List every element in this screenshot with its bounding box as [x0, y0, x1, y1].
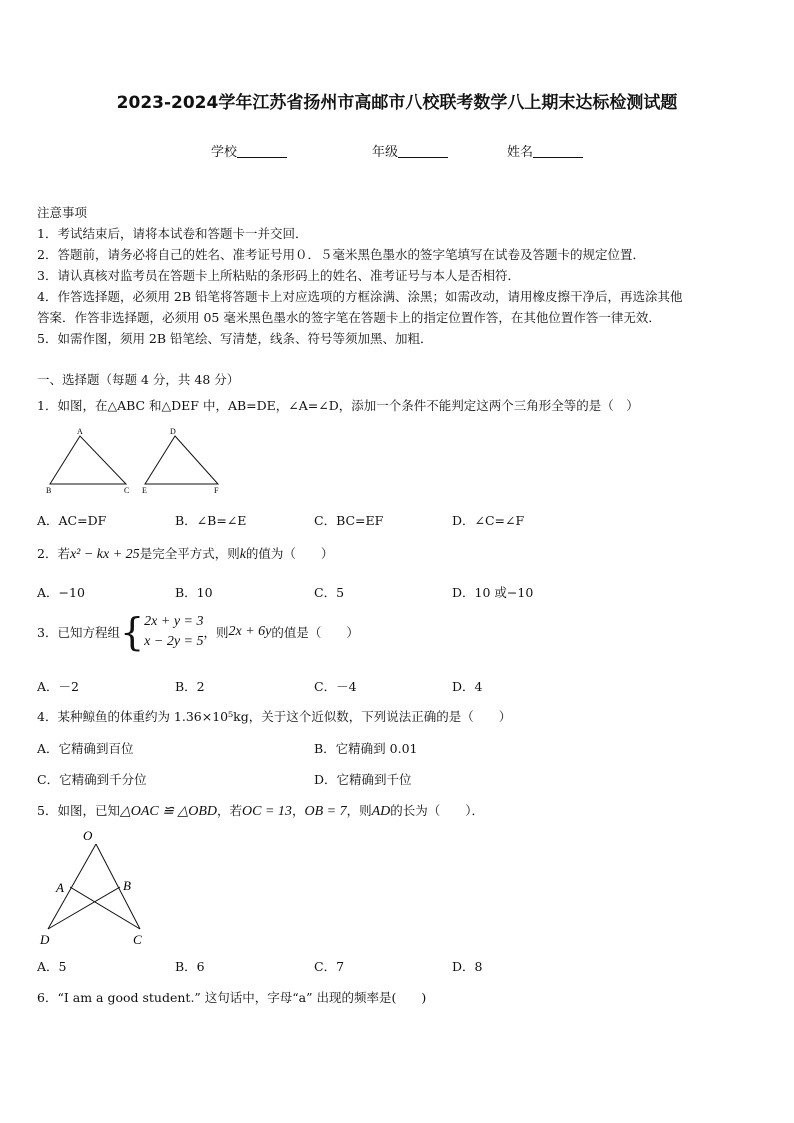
page-title: 2023-2024学年江苏省扬州市高邮市八校联考数学八上期末达标检测试题: [116, 93, 678, 113]
q1-option-d[interactable]: D．∠C=∠F: [452, 513, 525, 528]
q3-option-b[interactable]: B．2: [175, 679, 205, 694]
question-3-stem: 3．已知方程组{ 2x + y = 3 x − 2y = 5 ，则2x + 6y的值是（ ）: [37, 610, 359, 654]
q2-option-a[interactable]: A．−10: [37, 585, 85, 600]
question-1-stem: 1．如图，在△ABC 和△DEF 中，AB=DE，∠A=∠D，添加一个条件不能判定这两个三角形全等的是（ ）: [37, 398, 639, 413]
q2-option-d[interactable]: D．10 或−10: [452, 585, 534, 600]
label-C: C: [124, 486, 130, 495]
label-B: B: [46, 486, 52, 495]
label-F: F: [214, 486, 219, 495]
q1-option-a[interactable]: A．AC=DF: [37, 513, 107, 528]
question-2-stem: 2．若x² − kx + 25是完全平方式，则k的值为（ ）: [37, 546, 334, 562]
q5-option-c[interactable]: C．7: [314, 959, 345, 974]
q1-option-b[interactable]: B．∠B=∠E: [175, 513, 247, 528]
grade-blank[interactable]: [398, 145, 448, 158]
name-field[interactable]: [507, 141, 583, 160]
label-O: O: [83, 828, 93, 843]
q3-expression: 2x + 6y: [228, 624, 272, 639]
q4-option-c[interactable]: C．它精确到千分位: [37, 772, 147, 787]
school-label: 学校: [211, 145, 238, 160]
q4-option-a[interactable]: A．它精确到百位: [37, 741, 134, 756]
notice-item: 2．答题前，请务必将自己的姓名、准考证号用０．５毫米黑色墨水的签字笔填写在试卷及答题卡的规定位置．: [37, 247, 645, 262]
q4-option-d[interactable]: D．它精确到千位: [314, 772, 412, 787]
grade-field[interactable]: [372, 141, 448, 160]
label-E: E: [142, 486, 147, 495]
q3-option-d[interactable]: D．4: [452, 679, 483, 694]
q3-option-c[interactable]: C．－4: [314, 679, 357, 694]
notice-item: 1．考试结束后，请将本试卷和答题卡一并交回．: [37, 226, 308, 241]
system-brace: {: [119, 610, 145, 654]
q2-option-c[interactable]: C．5: [314, 585, 345, 600]
label-A: A: [56, 880, 64, 895]
name-blank[interactable]: [533, 145, 583, 158]
q1-option-c[interactable]: C．BC=EF: [314, 513, 384, 528]
label-C: C: [133, 932, 142, 947]
question-5-stem: 5．如图，已知△OAC ≌ △OBD，若OC = 13，OB = 7，则AD的长为（ ）．: [37, 803, 485, 819]
label-D: D: [40, 932, 50, 947]
label-D: D: [170, 427, 176, 436]
q2-expression: x² − kx + 25: [69, 547, 140, 562]
q5-target: AD: [371, 804, 391, 819]
q2-option-b[interactable]: B．10: [175, 585, 213, 600]
q1-triangles-figure: [40, 424, 240, 496]
notice-item: 3．请认真核对监考员在答题卡上所粘贴的条形码上的姓名、准考证号与本人是否相符．: [37, 268, 520, 283]
q5-option-b[interactable]: B．6: [175, 959, 205, 974]
notice-item: 5．如需作图，须用 2B 铅笔绘、写清楚，线条、符号等须加黑、加粗．: [37, 331, 433, 346]
q4-option-b[interactable]: B．它精确到 0.01: [314, 741, 418, 756]
grade-label: 年级: [372, 145, 399, 160]
school-blank[interactable]: [237, 145, 287, 158]
notice-item: 4．作答选择题，必须用 2B 铅笔将答题卡上对应选项的方框涂满、涂黑；如需改动，请用橡皮擦干净后，再选涂其他: [37, 289, 683, 304]
school-field[interactable]: [211, 141, 287, 160]
q5-congruence: △OAC ≌ △OBD: [119, 804, 218, 819]
notice-item: 答案．作答非选择题，必须用 05 毫米黑色墨水的签字笔在答题卡上的指定位置作答，在其他位置作答一律无效．: [37, 310, 661, 325]
q3-option-a[interactable]: A．－2: [37, 679, 79, 694]
label-A: A: [77, 427, 83, 436]
q5-triangle-figure: [36, 826, 156, 950]
question-6-stem: 6．“I am a good student.” 这句话中，字母“a” 出现的频率是( ): [37, 990, 427, 1005]
q5-option-a[interactable]: A．5: [37, 959, 67, 974]
name-label: 姓名: [507, 145, 534, 160]
equation-system: 2x + y = 3 x − 2y = 5: [144, 614, 204, 649]
q5-option-d[interactable]: D．8: [452, 959, 483, 974]
notice-heading: 注意事项: [37, 205, 88, 220]
q5-condition-ob: OB = 7: [304, 804, 347, 819]
label-B: B: [123, 878, 131, 893]
q5-condition-oc: OC = 13: [242, 804, 292, 819]
question-4-stem: 4．某种鲸鱼的体重约为 1.36×10⁵kg，关于这个近似数，下列说法正确的是（ ）: [37, 709, 512, 724]
section-heading: 一、选择题（每题 4 分，共 48 分）: [37, 372, 240, 387]
q2-variable: k: [239, 547, 246, 562]
